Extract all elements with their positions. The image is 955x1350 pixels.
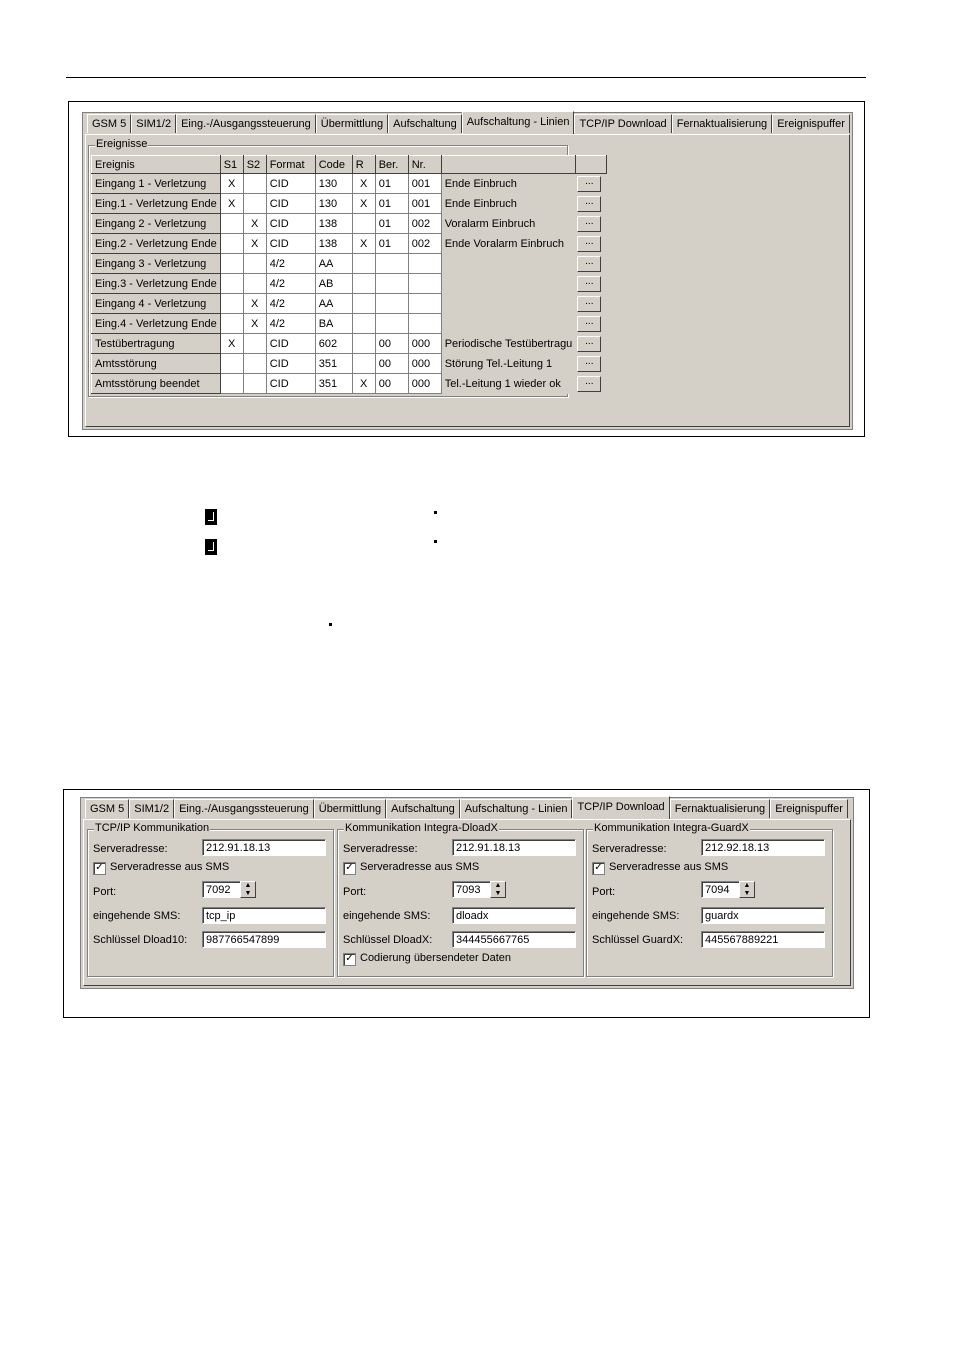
cell-s1[interactable]: X <box>220 174 243 194</box>
encode-data-checkbox[interactable]: ✓ <box>343 953 356 966</box>
column-header[interactable]: Format <box>266 156 315 174</box>
column-header[interactable]: S2 <box>243 156 266 174</box>
column-header[interactable]: Nr. <box>408 156 441 174</box>
cell-desc <box>441 274 576 294</box>
cell-s1[interactable] <box>220 374 243 394</box>
cell-code[interactable]: AA <box>315 254 352 274</box>
port-spinner[interactable] <box>240 881 256 898</box>
spin-down-icon[interactable]: ▼ <box>244 890 252 897</box>
table-row <box>92 234 607 254</box>
tab-tcp-ip-download[interactable]: TCP/IP Download <box>574 114 671 133</box>
cell-ereignis[interactable]: Eing.1 - Verletzung Ende <box>92 194 221 214</box>
tab-aufschaltung[interactable]: Aufschaltung <box>388 114 462 133</box>
server-address-input[interactable]: 212.91.18.13 <box>202 839 326 856</box>
edit-description-button[interactable]: ... <box>577 176 601 192</box>
server-address-input[interactable]: 212.91.18.13 <box>452 839 576 856</box>
cell-s1[interactable] <box>220 254 243 274</box>
comm-group-title: Kommunikation Integra-GuardX <box>594 822 749 834</box>
cell-ereignis[interactable]: Amtsstörung beendet <box>92 374 221 394</box>
cell-r[interactable] <box>352 334 375 354</box>
cell-nr[interactable]: 002 <box>408 214 441 234</box>
tab-eing-ausgangssteuerung[interactable]: Eing.-/Ausgangssteuerung <box>176 114 316 133</box>
table-row <box>92 354 607 374</box>
cell-ereignis[interactable]: Eing.2 - Verletzung Ende <box>92 234 221 254</box>
port-label: Port: <box>592 886 616 898</box>
cell-r[interactable] <box>352 274 375 294</box>
server-address-label: Serveradresse: <box>343 843 418 855</box>
bullet-marker <box>329 623 332 626</box>
cell-ber[interactable] <box>375 274 408 294</box>
spin-up-icon[interactable]: ▲ <box>244 882 252 889</box>
cell-s1[interactable] <box>220 314 243 334</box>
cell-s2[interactable] <box>243 174 266 194</box>
key-input[interactable]: 344455667765 <box>452 931 576 948</box>
cell-button <box>576 314 607 334</box>
edit-description-button[interactable]: ... <box>577 376 601 392</box>
cell-button <box>576 174 607 194</box>
cell-s1[interactable] <box>220 354 243 374</box>
cell-ber[interactable] <box>375 254 408 274</box>
cell-ber[interactable]: 00 <box>375 354 408 374</box>
spin-down-icon[interactable]: ▼ <box>494 890 502 897</box>
edit-description-button[interactable]: ... <box>577 296 601 312</box>
cell-button <box>576 274 607 294</box>
cell-format[interactable]: CID <box>266 374 315 394</box>
cell-desc: Ende Einbruch <box>441 174 576 194</box>
cell-desc: Tel.-Leitung 1 wieder ok <box>441 374 576 394</box>
cell-code[interactable]: 138 <box>315 234 352 254</box>
cell-format[interactable]: CID <box>266 334 315 354</box>
figure-frame-tcpip <box>63 789 870 1018</box>
table-row <box>92 274 607 294</box>
server-address-input[interactable]: 212.92.18.13 <box>701 839 825 856</box>
cell-format[interactable]: CID <box>266 354 315 374</box>
tab-tcp-ip-download[interactable]: TCP/IP Download <box>572 796 669 819</box>
tab-ereignispuffer[interactable]: Ereignispuffer <box>770 799 848 818</box>
tab-bar <box>81 798 848 818</box>
tab-aufschaltung-linien[interactable]: Aufschaltung - Linien <box>460 799 573 818</box>
cell-s2[interactable]: X <box>243 214 266 234</box>
edit-description-button[interactable]: ... <box>577 336 601 352</box>
cell-s2[interactable] <box>243 374 266 394</box>
edit-description-button[interactable]: ... <box>577 196 601 212</box>
spin-up-icon[interactable]: ▲ <box>494 882 502 889</box>
cell-ber[interactable]: 00 <box>375 334 408 354</box>
cell-s1[interactable]: X <box>220 334 243 354</box>
column-header[interactable]: R <box>352 156 375 174</box>
tab-sim1-2[interactable]: SIM1/2 <box>129 799 174 818</box>
column-header[interactable]: Ereignis <box>92 156 221 174</box>
tab-sim1-2[interactable]: SIM1/2 <box>131 114 176 133</box>
cell-r[interactable] <box>352 254 375 274</box>
incoming-sms-label: eingehende SMS: <box>93 910 181 922</box>
cell-s2[interactable] <box>243 254 266 274</box>
cell-code[interactable]: 351 <box>315 374 352 394</box>
table-row <box>92 314 607 334</box>
cell-r[interactable] <box>352 294 375 314</box>
cell-s2[interactable] <box>243 354 266 374</box>
cell-ber[interactable] <box>375 314 408 334</box>
cell-ereignis[interactable]: Eing.4 - Verletzung Ende <box>92 314 221 334</box>
document-icon <box>205 509 217 525</box>
tab-übermittlung[interactable]: Übermittlung <box>316 114 388 133</box>
cell-desc: Ende Voralarm Einbruch <box>441 234 576 254</box>
edit-description-button[interactable]: ... <box>577 236 601 252</box>
server-from-sms-checkbox[interactable]: ✓ <box>343 862 356 875</box>
cell-nr[interactable] <box>408 294 441 314</box>
cell-r[interactable]: X <box>352 234 375 254</box>
cell-ereignis[interactable]: Amtsstörung <box>92 354 221 374</box>
cell-code[interactable]: 130 <box>315 194 352 214</box>
incoming-sms-input[interactable]: dloadx <box>452 907 576 924</box>
column-header[interactable]: S1 <box>220 156 243 174</box>
edit-description-button[interactable]: ... <box>577 256 601 272</box>
cell-r[interactable]: X <box>352 374 375 394</box>
port-input[interactable]: 7093 <box>452 881 506 898</box>
cell-nr[interactable]: 001 <box>408 174 441 194</box>
cell-format[interactable]: 4/2 <box>266 274 315 294</box>
cell-ereignis[interactable]: Eingang 3 - Verletzung <box>92 254 221 274</box>
cell-nr[interactable]: 000 <box>408 354 441 374</box>
cell-format[interactable]: 4/2 <box>266 314 315 334</box>
cell-s2[interactable] <box>243 334 266 354</box>
tab-aufschaltung-linien[interactable]: Aufschaltung - Linien <box>462 111 575 134</box>
incoming-sms-label: eingehende SMS: <box>592 910 680 922</box>
cell-ereignis[interactable]: Eing.3 - Verletzung Ende <box>92 274 221 294</box>
table-row <box>92 374 607 394</box>
cell-nr[interactable] <box>408 274 441 294</box>
cell-ber[interactable]: 01 <box>375 194 408 214</box>
spin-up-icon[interactable]: ▲ <box>743 882 751 889</box>
server-from-sms-checkbox[interactable]: ✓ <box>93 862 106 875</box>
cell-s2[interactable] <box>243 274 266 294</box>
table-header-row <box>92 156 607 174</box>
events-table <box>91 155 607 394</box>
tab-übermittlung[interactable]: Übermittlung <box>314 799 386 818</box>
comm-group-title: TCP/IP Kommunikation <box>95 822 210 834</box>
cell-format[interactable]: CID <box>266 214 315 234</box>
cell-desc <box>441 294 576 314</box>
key-input[interactable]: 987766547899 <box>202 931 326 948</box>
edit-description-button[interactable]: ... <box>577 356 601 372</box>
server-address-label: Serveradresse: <box>93 843 168 855</box>
server-from-sms-label[interactable]: Serveradresse aus SMS <box>609 861 729 873</box>
tab-gsm-5[interactable]: GSM 5 <box>87 114 131 133</box>
cell-code[interactable]: BA <box>315 314 352 334</box>
server-from-sms-label[interactable]: Serveradresse aus SMS <box>110 861 230 873</box>
cell-button <box>576 354 607 374</box>
port-spinner[interactable] <box>490 881 506 898</box>
column-header-button <box>576 156 607 174</box>
cell-r[interactable] <box>352 314 375 334</box>
tab-aufschaltung[interactable]: Aufschaltung <box>386 799 460 818</box>
cell-format[interactable]: CID <box>266 194 315 214</box>
cell-s2[interactable]: X <box>243 314 266 334</box>
cell-code[interactable]: 602 <box>315 334 352 354</box>
comm-group-title: Kommunikation Integra-DloadX <box>345 822 498 834</box>
edit-description-button[interactable]: ... <box>577 276 601 292</box>
port-label: Port: <box>93 886 117 898</box>
edit-description-button[interactable]: ... <box>577 316 601 332</box>
encode-data-label[interactable]: Codierung übersendeter Daten <box>360 952 512 964</box>
cell-desc: Voralarm Einbruch <box>441 214 576 234</box>
cell-desc: Störung Tel.-Leitung 1 <box>441 354 576 374</box>
cell-s1[interactable] <box>220 274 243 294</box>
port-spinner[interactable] <box>739 881 755 898</box>
cell-s2[interactable]: X <box>243 234 266 254</box>
bullet-marker <box>434 540 437 543</box>
port-input[interactable]: 7092 <box>202 881 256 898</box>
cell-ereignis[interactable]: Eingang 4 - Verletzung <box>92 294 221 314</box>
figure-frame-events <box>68 101 865 437</box>
incoming-sms-label: eingehende SMS: <box>343 910 431 922</box>
document-icon <box>205 539 217 555</box>
cell-ber[interactable] <box>375 294 408 314</box>
cell-ereignis[interactable]: Eingang 1 - Verletzung <box>92 174 221 194</box>
server-address-label: Serveradresse: <box>592 843 667 855</box>
cell-button <box>576 214 607 234</box>
bullet-marker <box>434 511 437 514</box>
table-row <box>92 214 607 234</box>
incoming-sms-input[interactable]: tcp_ip <box>202 907 326 924</box>
header-rule <box>66 77 866 78</box>
cell-ereignis[interactable]: Eingang 2 - Verletzung <box>92 214 221 234</box>
cell-button <box>576 334 607 354</box>
cell-r[interactable] <box>352 214 375 234</box>
cell-ber[interactable]: 01 <box>375 234 408 254</box>
cell-code[interactable]: AA <box>315 294 352 314</box>
key-input[interactable]: 445567889221 <box>701 931 825 948</box>
table-row <box>92 174 607 194</box>
cell-s1[interactable] <box>220 294 243 314</box>
cell-s2[interactable]: X <box>243 294 266 314</box>
tab-gsm-5[interactable]: GSM 5 <box>85 799 129 818</box>
table-row <box>92 254 607 274</box>
cell-code[interactable]: 130 <box>315 174 352 194</box>
table-row <box>92 194 607 214</box>
cell-ber[interactable]: 01 <box>375 214 408 234</box>
port-input[interactable]: 7094 <box>701 881 755 898</box>
cell-button <box>576 374 607 394</box>
cell-r[interactable]: X <box>352 194 375 214</box>
key-label: Schlüssel DloadX: <box>343 934 433 946</box>
tab-bar <box>83 113 850 133</box>
cell-code[interactable]: 351 <box>315 354 352 374</box>
cell-format[interactable]: 4/2 <box>266 254 315 274</box>
column-header[interactable]: Ber. <box>375 156 408 174</box>
port-label: Port: <box>343 886 367 898</box>
tab-ereignispuffer[interactable]: Ereignispuffer <box>772 114 850 133</box>
cell-desc <box>441 254 576 274</box>
cell-ber[interactable]: 00 <box>375 374 408 394</box>
key-label: Schlüssel GuardX: <box>592 934 684 946</box>
cell-nr[interactable]: 001 <box>408 194 441 214</box>
column-header-description <box>441 156 576 174</box>
cell-button <box>576 234 607 254</box>
cell-nr[interactable]: 002 <box>408 234 441 254</box>
events-group-title: Ereignisse <box>96 138 148 150</box>
table-row <box>92 334 607 354</box>
cell-ber[interactable]: 01 <box>375 174 408 194</box>
edit-description-button[interactable]: ... <box>577 216 601 232</box>
table-row <box>92 294 607 314</box>
cell-format[interactable]: 4/2 <box>266 294 315 314</box>
cell-s2[interactable] <box>243 194 266 214</box>
cell-s1[interactable] <box>220 214 243 234</box>
cell-code[interactable]: 138 <box>315 214 352 234</box>
cell-code[interactable]: AB <box>315 274 352 294</box>
dialog-events <box>82 112 853 430</box>
cell-desc: Ende Einbruch <box>441 194 576 214</box>
cell-nr[interactable] <box>408 254 441 274</box>
cell-button <box>576 194 607 214</box>
spin-down-icon[interactable]: ▼ <box>743 890 751 897</box>
tab-fernaktualisierung[interactable]: Fernaktualisierung <box>670 799 771 818</box>
server-from-sms-checkbox[interactable]: ✓ <box>592 862 605 875</box>
cell-s1[interactable] <box>220 234 243 254</box>
cell-desc <box>441 314 576 334</box>
cell-s1[interactable]: X <box>220 194 243 214</box>
incoming-sms-input[interactable]: guardx <box>701 907 825 924</box>
dialog-tcpip <box>80 797 854 989</box>
cell-desc: Periodische Testübertragu <box>441 334 576 354</box>
server-from-sms-label[interactable]: Serveradresse aus SMS <box>360 861 480 873</box>
tab-eing-ausgangssteuerung[interactable]: Eing.-/Ausgangssteuerung <box>174 799 314 818</box>
tab-fernaktualisierung[interactable]: Fernaktualisierung <box>672 114 773 133</box>
cell-format[interactable]: CID <box>266 234 315 254</box>
cell-button <box>576 294 607 314</box>
key-label: Schlüssel Dload10: <box>93 934 188 946</box>
column-header[interactable]: Code <box>315 156 352 174</box>
cell-nr[interactable] <box>408 314 441 334</box>
cell-ereignis[interactable]: Testübertragung <box>92 334 221 354</box>
cell-r[interactable] <box>352 354 375 374</box>
cell-nr[interactable]: 000 <box>408 374 441 394</box>
cell-format[interactable]: CID <box>266 174 315 194</box>
cell-nr[interactable]: 000 <box>408 334 441 354</box>
cell-button <box>576 254 607 274</box>
cell-r[interactable]: X <box>352 174 375 194</box>
